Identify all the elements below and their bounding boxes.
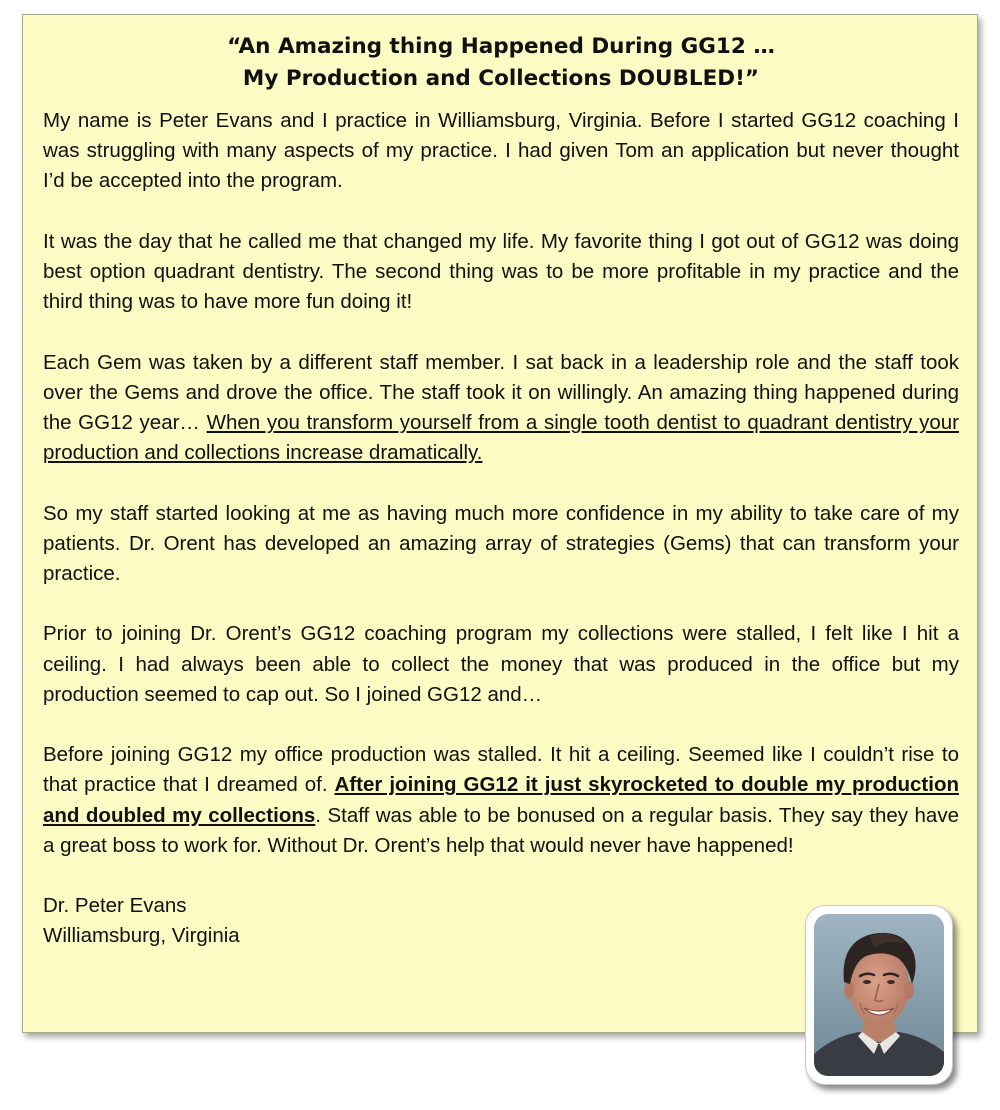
paragraph-gems	[43, 348, 959, 469]
bold-underlined-highlight: After joining GG12 it just skyrocketed to double my production and doubled my collections	[43, 773, 959, 827]
paragraph-intro: My name is Peter Evans and I practice in Williamsburg, Virginia. Before I started GG12 coaching I was struggling with many aspects of my practice. I had given Tom an application but never thought I’d be accepted into the program.	[43, 109, 959, 193]
portrait-photo	[814, 914, 944, 1076]
paragraph-results	[43, 740, 959, 861]
signature-location: Williamsburg, Virginia	[43, 924, 240, 948]
portrait-photo-frame	[805, 905, 953, 1085]
paragraph-gems-text: Each Gem was taken by a different staff member. I sat back in a leadership role and the staff took over the Gems and drove the office. The staff took it on willingly. An amazing thing happened during the GG12 year…	[43, 350, 959, 434]
headline-line-2: My Production and Collections DOUBLED!”	[242, 66, 760, 91]
signature-name: Dr. Peter Evans	[43, 894, 187, 918]
headline-line-1: “An Amazing thing Happened During GG12 …	[227, 34, 775, 59]
paragraph-results-text: Before joining GG12 my office production was stalled. It hit a ceiling. Seemed like I couldn’t rise to that practice that I dreamed of.	[43, 743, 959, 797]
paragraph-prior: Prior to joining Dr. Orent’s GG12 coaching program my collections were stalled, I felt like I hit a ceiling. I had always been able to collect the money that was produced in the office but my production seemed to cap out. So I joined GG12 and…	[43, 622, 959, 706]
paragraph-confidence: So my staff started looking at me as having much more confidence in my ability to take care of my patients. Dr. Orent has developed an amazing array of strategies (Gems) that can transform your practice.	[43, 501, 959, 585]
paragraph-favorite-thing: It was the day that he called me that changed my life. My favorite thing I got out of GG12 was doing best option quadrant dentistry. The second thing was to be more profitable in my practice and the third thing was to have more fun doing it!	[43, 229, 959, 314]
paragraph-results-tail: . Staff was able to be bonused on a regular basis. They say they have a great boss to work for. Without Dr. Orent’s help that would never have happened!	[43, 803, 959, 857]
underlined-highlight: When you transform yourself from a single tooth dentist to quadrant dentistry your production and collections increase dramatically.	[43, 411, 959, 465]
testimonial-headline	[23, 31, 979, 95]
testimonial-body	[43, 106, 959, 952]
testimonial-card	[22, 14, 978, 1033]
